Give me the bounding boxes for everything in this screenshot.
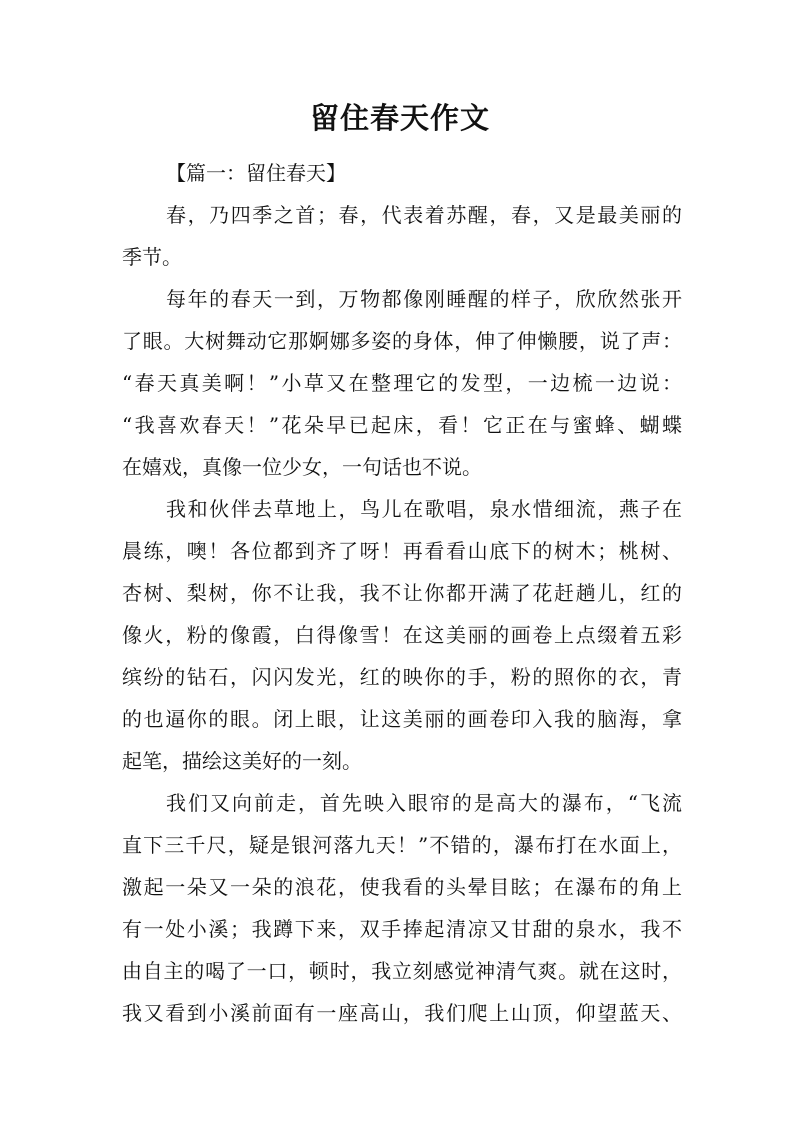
paragraph-4-line-2: 直下三千尺，疑是银河落九天！”不错的，瀑布打在水面上，: [122, 833, 682, 857]
paragraph-4-line-3: 激起一朵又一朵的浪花，使我看的头晕目眩；在瀑布的角上: [122, 875, 682, 899]
paragraph-4-line-5: 由自主的喝了一口，顿时，我立刻感觉神清气爽。就在这时，: [122, 959, 682, 983]
paragraph-2-line-5: 在嬉戏，真像一位少女，一句话也不说。: [122, 455, 482, 479]
paragraph-3-line-7: 起笔，描绘这美好的一刻。: [122, 749, 362, 773]
paragraph-2-line-1: 每年的春天一到，万物都像刚睡醒的样子，欣欣然张开: [166, 287, 682, 311]
paragraph-3-line-2: 晨练，噢！各位都到齐了呀！再看看山底下的树木；桃树、: [122, 539, 682, 563]
paragraph-4-line-1: 我们又向前走，首先映入眼帘的是高大的瀑布，“飞流: [166, 791, 682, 815]
paragraph-1-line-2: 季节。: [122, 245, 182, 269]
document-title: 留住春天作文: [309, 101, 490, 135]
paragraph-3-line-1: 我和伙伴去草地上，鸟儿在歌唱，泉水惜细流，燕子在: [166, 497, 682, 521]
paragraph-3-line-4: 像火，粉的像霞，白得像雪！在这美丽的画卷上点缀着五彩: [122, 623, 682, 647]
paragraph-2-line-2: 了眼。大树舞动它那婀娜多姿的身体，伸了伸懒腰，说了声：: [122, 329, 682, 353]
paragraph-1-line-1: 春，乃四季之首；春，代表着苏醒，春，又是最美丽的: [166, 203, 682, 227]
document-body: [122, 152, 682, 1034]
paragraph-4-line-4: 有一处小溪；我蹲下来，双手捧起清凉又甘甜的泉水，我不: [122, 917, 682, 941]
section-heading: 【篇一：留住春天】: [166, 161, 346, 185]
paragraph-3-line-3: 杏树、梨树，你不让我，我不让你都开满了花赶趟儿，红的: [122, 581, 682, 605]
paragraph-4-line-6: 我又看到小溪前面有一座高山，我们爬上山顶，仰望蓝天、: [122, 1001, 682, 1025]
paragraph-2-line-3: “春天真美啊！”小草又在整理它的发型，一边梳一边说：: [122, 371, 682, 395]
paragraph-3-line-5: 缤纷的钻石，闪闪发光，红的映你的手，粉的照你的衣，青: [122, 665, 682, 689]
paragraph-2-line-4: “我喜欢春天！”花朵早已起床，看！它正在与蜜蜂、蝴蝶: [122, 413, 682, 437]
paragraph-3-line-6: 的也逼你的眼。闭上眼，让这美丽的画卷印入我的脑海，拿: [122, 707, 682, 731]
